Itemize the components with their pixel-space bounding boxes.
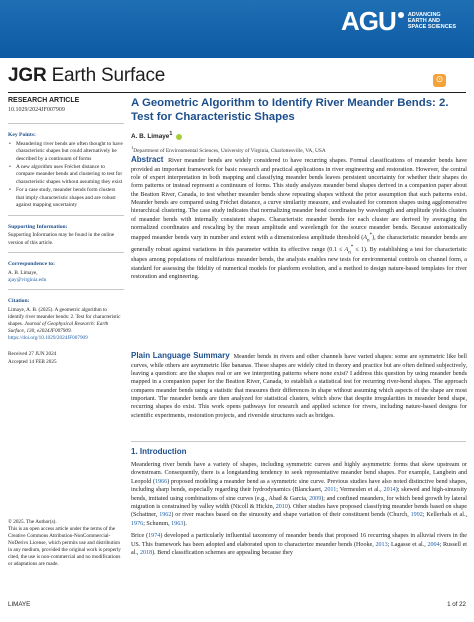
header-divider (8, 92, 466, 93)
copyright-line: © 2025. The Author(s). (8, 519, 57, 525)
citation-text: Limaye, A. B. (2025). A geometric algorithm to identify river meander bends: 2. Test for characteristic shapes. Journal of Geophysical Research: Earth Surface, 130, e2024JF007909. https://doi.org/10.1029/2024JF007909 (8, 306, 121, 342)
agu-logo-mark: AGU (341, 8, 404, 34)
citation-link[interactable]: 2011 (324, 487, 337, 494)
key-points-heading: Key Points: (8, 131, 36, 138)
paragraph: Brice (1974) developed a particularly influential taxonomy of meander bends that proposed 16 recurring shapes in alluvial rivers in the US. This framework has been adopted and elaborated upon to characterize meander bends (Hooke, 2013; Lagasse et al., 2004; Russell et al., 2018). Bend classification schemes are appealing because they (131, 533, 468, 557)
citation-heading: Citation: (8, 297, 30, 304)
article-doi[interactable]: 10.1029/2024JF007909 (8, 106, 65, 113)
citation-link[interactable]: 1992 (410, 512, 423, 519)
correspondence-email[interactable]: ajay@virginia.edu (8, 276, 47, 283)
license-text: This is an open access article under the terms of the Creative Commons Attribution-NonCommercial-NoDerivs License, which permits use and distribution in any medium, provided the original work is properly cited, the use is non-commercial and no modifications or adaptations are made. (8, 526, 121, 568)
author-name[interactable]: A. B. Limaye (131, 133, 170, 141)
license-block (8, 519, 122, 568)
key-point-item: • A new algorithm uses Fréchet distance to compare meander bends and clustering to test for characteristic shapes without assuming they exist (8, 164, 124, 186)
footer-author: LIMAYE (8, 601, 31, 608)
supporting-info-heading: Supporting Information: (8, 223, 68, 230)
citation-link[interactable]: 1976 (131, 520, 144, 527)
article-header (131, 96, 467, 154)
plain-language-summary: Plain Language Summary Meander bends in rivers and other channels have varied shapes: some are symmetric like bell curves, while others are asymmetric like bananas. These shapes are widely cited in theory and practice but are often defined subjectively, leaving a question: are the shapes real or are we interpreting patterns where none exist? I address this question by using meander bends mapped in a companion paper for the Beatton River, Canada, to establish a statistical test for recurring river-bend shapes. The approach compares meander bends using a statistic that measures their differences in shape without assuming which aspects of the shape are most important. The meander bends are then analyzed for statistical clusters, which show that despite irregularities in meander bend shape, recurring shapes do exist. This work opens pathways for research and applied science for rivers, including nature-based designs for scientific experiments, restoration projects, and riverside structures such as bridges. (131, 351, 467, 419)
agu-logo-tagline: ADVANCING EARTH AND SPACE SCIENCES (407, 11, 456, 31)
key-points-list (8, 141, 124, 210)
citation-link[interactable]: 1963 (171, 520, 184, 527)
citation-link[interactable]: 2010 (275, 504, 288, 511)
received-date: Received 27 JUN 2024 (8, 351, 57, 358)
citation-link[interactable]: 2004 (427, 541, 440, 548)
agu-logo[interactable] (341, 8, 456, 34)
journal-title: JGR Earth Surface (8, 65, 166, 86)
accepted-date: Accepted 14 FEB 2025 (8, 358, 57, 365)
sidebar-divider (8, 289, 124, 290)
abstract-heading: Abstract (131, 155, 164, 164)
article-type: RESEARCH ARTICLE (8, 97, 80, 104)
open-lock-icon: ⊙ (433, 74, 446, 87)
section-divider (131, 441, 466, 442)
sidebar (8, 96, 124, 366)
affiliation: $^1$Department of Environmental Sciences, University of Virginia, Charlottesville, VA, USA (131, 145, 326, 155)
key-point-item: • Meandering river bends are often thought to have characteristic shapes but could alternatively be described by a continuum of forms (8, 141, 124, 163)
pls-heading: Plain Language Summary (131, 351, 230, 360)
citation-link[interactable]: 1966 (155, 478, 168, 485)
paragraph: Meandering river bends have a variety of shapes, including symmetric curves and highly asymmetric forms that skew upstream or downstream. Consequently, there is a longstanding tendency to seek representative meander bend shapes. For example, Langbein and Leopold (1966) proposed modeling a meander bend as a symmetric sine curve. Previous studies have also noted distinctive bend shapes, including sharp bends, especially regarding their hydrodynamics (Blanckaert, 2011; Vermeulen et al., 2014); skewed and high-sinuosity bends, imitated using combinations of sine curves (e.g., Abad & Garcia, 2009); and confined meanders, for which bend growth by lateral migration is constrained by valley width (Nicoll & Hickin, 2010). Other studies have proposed classifying meander bends based on shape (Schattner, 1962) or river reaches based on the sinuosity and shape variation of their constituent bends (Church, 1992; Kellerhals et al., 1976; Schumm, 1963). (131, 462, 468, 527)
citation-link[interactable]: 2013 (375, 541, 388, 548)
abstract: Abstract River meander bends are widely considered to have recurring shapes. Formal classifications of meander bends have provided an important framework for basic research and practical applications in river engineering and restoration. However, the central role of expert interpretation in both mapping and classifying meander bends leaves persistent uncertainty for whether their shapes do form patterns or instead represent a continuum of forms. This study analyzes meander bend shapes derived in a companion paper about the Beatton River, Canada, to test whether meander bends show repeating shapes without the prior assumption that such patterns exist. Meander bends are compared using Fréchet distance, a curve similarity measure, and evaluated for common shapes using agglomerative hierarchical clustering. The case study indicates that normalizing meander bend coordinates by wavelength and amplitude yields clusters of meander bends with internally consistent shapes. Characteristic meander bends for each cluster are derived by averaging the normalized coordinates and rescaling by the mean amplitude and wavelength for the source meander bends. Because automatically mapped meander bends vary in number and extent with a dimensionless amplitude threshold $(A_n^*)$, the characteristic meander bends are generally robust against variations in this parameter within its effective range $(0.1 \le A_n^* \le 1)$. By establishing a test for characteristic shapes among populations of multifarious meander bends, the analysis enables new tests for environmental controls on channel form, a standard for assessing the fidelity of numerical models for planform evolution, and a method to design nature-based templates for river restoration and engineering. (131, 155, 467, 280)
citation-link[interactable]: 2009 (309, 495, 322, 502)
citation-link[interactable]: 2018 (139, 550, 153, 557)
page-footer (8, 601, 466, 608)
citation-link[interactable]: 1962 (159, 512, 172, 519)
article-dates (8, 351, 124, 365)
orcid-icon[interactable] (176, 134, 182, 140)
citation-link[interactable]: 2014 (383, 487, 396, 494)
introduction-body (131, 461, 467, 561)
correspondence-heading: Correspondence to: (8, 260, 55, 267)
citation-link[interactable]: 1974 (148, 533, 161, 540)
section-heading-introduction: 1. Introduction (131, 447, 187, 456)
page-number: 1 of 22 (447, 601, 466, 608)
key-point-item: • For a case study, meander bends form clusters that imply characteristic shapes and are robust against mapping uncertainty (8, 187, 124, 209)
article-title: A Geometric Algorithm to Identify River Meander Bends: 2. Test for Characteristic Shapes (131, 97, 449, 124)
correspondence-name: A. B. Limaye, (8, 269, 38, 276)
supporting-info-text: Supporting Information may be found in the online version of this article. (8, 232, 115, 246)
citation-doi-link[interactable]: https://doi.org/10.1029/2024JF007909 (8, 335, 88, 342)
sidebar-divider (8, 123, 124, 124)
author-line: A. B. Limaye$^1$ (131, 131, 467, 140)
sidebar-divider (8, 215, 124, 216)
sidebar-divider (8, 252, 124, 253)
publisher-banner (0, 0, 474, 58)
